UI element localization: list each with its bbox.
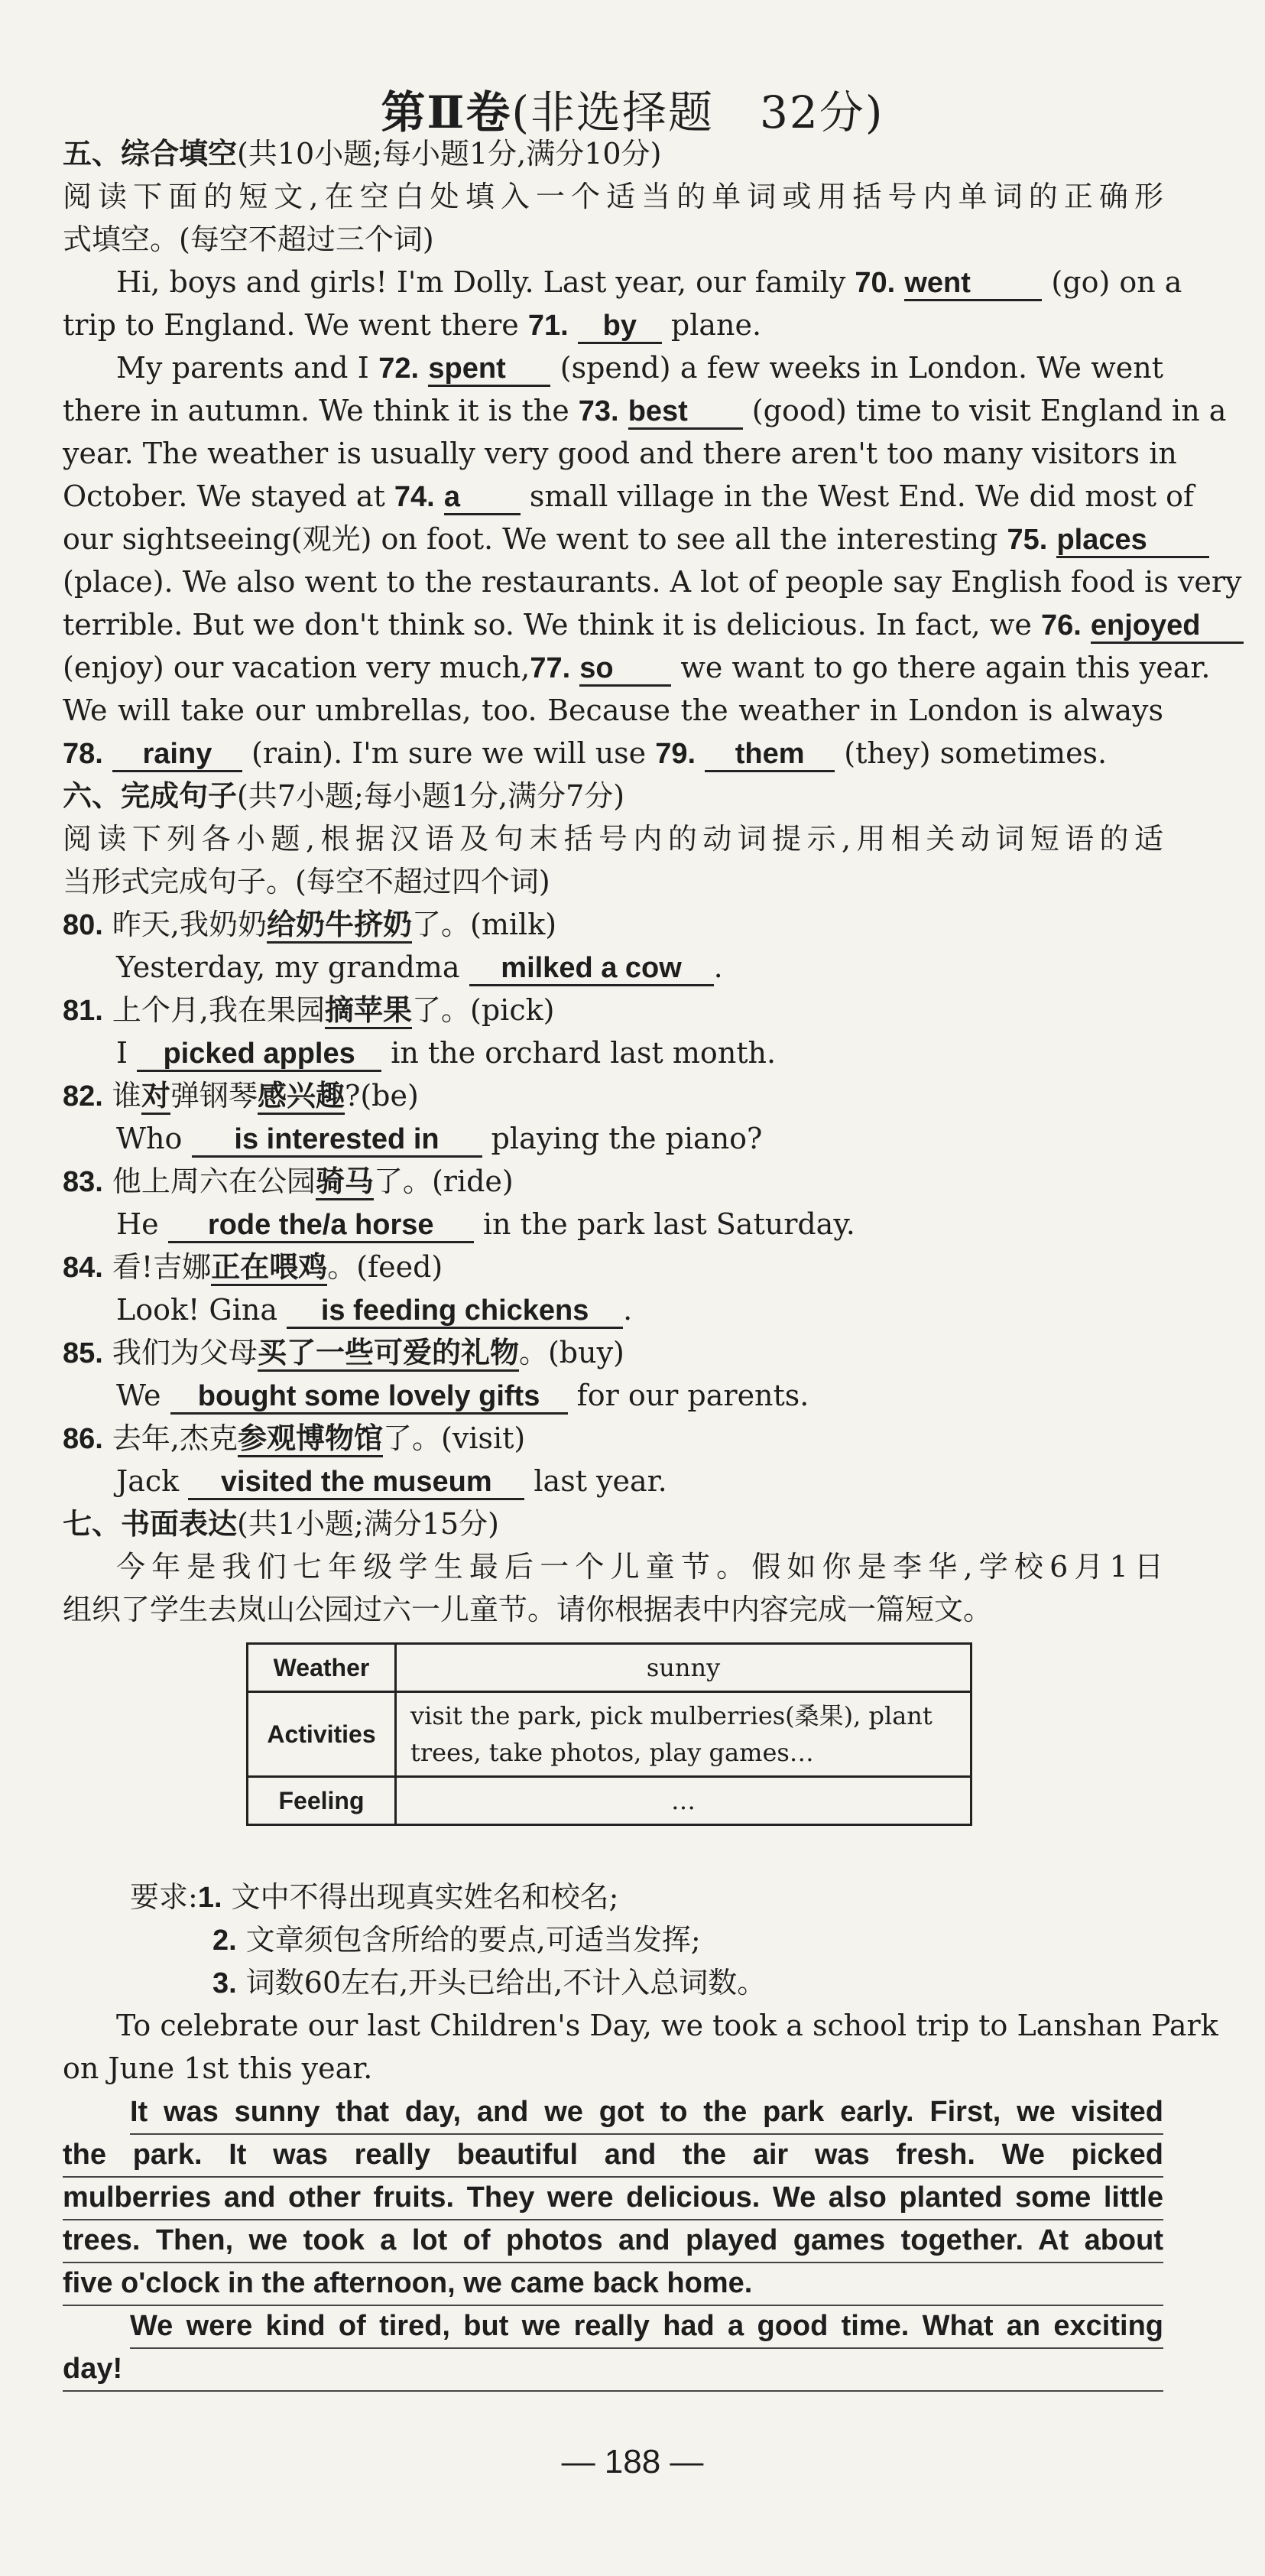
requirement-2: 2. 文章须包含所给的要点,可适当发挥; [212,1923,701,1957]
question-85-english: We bought some lovely gifts for our parents. [116,1375,1217,1416]
question-81-english: I picked apples in the orchard last month. [116,1032,1217,1074]
passage-line-4: there in autumn. We think it is the 73. best (good) time to visit England in a [63,390,1163,432]
weather-label: Weather [248,1644,396,1692]
section7-intro-2: 组织了学生去岚山公园过六一儿童节。请你根据表中内容完成一篇短文。 [63,1593,993,1626]
section7-intro-1: 今年是我们七年级学生最后一个儿童节。假如你是李华,学校6月1日 [116,1550,1163,1584]
answer-79: them [705,738,835,772]
answer-76: enjoyed [1091,609,1244,644]
answer-86: visited the museum [188,1466,524,1500]
question-82-chinese: 82. 谁对弹钢琴感兴趣?(be) [63,1075,1163,1117]
activities-label: Activities [248,1692,396,1777]
passage-line-8: (place). We also went to the restaurants. A lot of people say English food is very [63,565,1242,599]
info-table [246,1642,972,1826]
section5-instruction-1: 阅读下面的短文,在空白处填入一个适当的单词或用括号内单词的正确形 [63,180,1163,213]
page-title: 第Ⅱ卷(非选择题 32分) [381,86,884,138]
answer-84: is feeding chickens [287,1294,623,1329]
passage-line-10: (enjoy) our vacation very much,77. so we want to go there again this year. [63,647,1163,689]
answer-75: places [1056,524,1209,558]
passage-line-6: October. We stayed at 74. a small village in the West End. We did most of [63,476,1163,518]
passage-line-7: our sightseeing(观光) on foot. We went to see all the interesting 75. places [63,518,1163,560]
question-83-english: He rode the/a horse in the park last Saturday. [116,1204,1217,1245]
section6-instruction-2: 当形式完成句子。(每空不超过四个词) [63,865,550,898]
table-row [248,1692,971,1777]
table-row [248,1777,971,1825]
essay-line: We were kind of tired, but we really had a good time. What an exciting [130,2305,1163,2349]
answer-73: best [628,395,743,430]
passage-line-12: 78. rainy (rain). I'm sure we will use 79. them (they) sometimes. [63,733,1163,775]
answer-77: so [579,652,671,687]
requirement-3: 3. 词数60左右,开头已给出,不计入总词数。 [212,1966,767,1999]
passage-line-5: year. The weather is usually very good and there aren't too many visitors in [63,437,1177,470]
passage-line-3: My parents and I 72. spent (spend) a few weeks in London. We went [116,347,1163,389]
passage-line-1: Hi, boys and girls! I'm Dolly. Last year, our family 70. went (go) on a [116,261,1163,304]
feeling-label: Feeling [248,1777,396,1825]
section5-heading: 五、综合填空(共10小题;每小题1分,满分10分) [63,136,662,171]
table-row [248,1644,971,1692]
passage-line-2: trip to England. We went there 71. by plane. [63,304,1163,346]
section7-heading: 七、书面表达(共1小题;满分15分) [63,1506,499,1541]
weather-value: sunny [396,1644,971,1692]
requirement-1: 要求:1. 文中不得出现真实姓名和校名; [130,1880,619,1914]
passage-line-9: terrible. But we don't think so. We think it is delicious. In fact, we 76. enjoyed [63,604,1163,646]
essay-line: day! [63,2347,1163,2392]
question-82-english: Who is interested in playing the piano? [116,1118,1217,1159]
question-80-chinese: 80. 昨天,我奶奶给奶牛挤奶了。(milk) [63,904,1163,946]
answer-83: rode the/a horse [168,1209,474,1243]
answer-70: went [904,267,1042,301]
answer-74: a [444,481,521,515]
essay-opening-1: To celebrate our last Children's Day, we took a school trip to Lanshan Park [116,2009,1218,2042]
question-86-chinese: 86. 去年,杰克参观博物馆了。(visit) [63,1418,1163,1460]
answer-81: picked apples [137,1038,381,1072]
question-85-chinese: 85. 我们为父母买了一些可爱的礼物。(buy) [63,1332,1163,1374]
page-number: — 188 — [561,2443,704,2480]
question-86-english: Jack visited the museum last year. [116,1460,1217,1502]
answer-85: bought some lovely gifts [170,1380,568,1415]
essay-opening-2: on June 1st this year. [63,2051,373,2085]
answer-78: rainy [112,738,242,772]
essay-line: trees. Then, we took a lot of photos and played games together. At about [63,2219,1163,2263]
question-81-chinese: 81. 上个月,我在果园摘苹果了。(pick) [63,989,1163,1031]
essay-line: the park. It was really beautiful and the air was fresh. We picked [63,2133,1163,2178]
answer-71: by [578,310,662,344]
question-84-chinese: 84. 看!吉娜正在喂鸡。(feed) [63,1246,1163,1288]
answer-82: is interested in [192,1123,482,1158]
question-80-english: Yesterday, my grandma milked a cow . [116,947,1217,988]
passage-line-11: We will take our umbrellas, too. Because the weather in London is always [63,694,1163,727]
essay-line: five o'clock in the afternoon, we came back home. [63,2262,1163,2306]
activities-value: visit the park, pick mulberries(桑果), plant trees, take photos, play games… [396,1692,971,1777]
section6-heading: 六、完成句子(共7小题;每小题1分,满分7分) [63,778,625,813]
answer-80: milked a cow [469,952,714,986]
section5-instruction-2: 式填空。(每空不超过三个词) [63,223,434,256]
question-84-english: Look! Gina is feeding chickens . [116,1289,1217,1330]
feeling-value: … [396,1777,971,1825]
question-83-chinese: 83. 他上周六在公园骑马了。(ride) [63,1161,1163,1203]
essay-line: It was sunny that day, and we got to the park early. First, we visited [130,2090,1163,2135]
essay-line: mulberries and other fruits. They were delicious. We also planted some little [63,2176,1163,2220]
answer-72: spent [428,352,550,387]
section6-instruction-1: 阅读下列各小题,根据汉语及句末括号内的动词提示,用相关动词短语的适 [63,822,1163,856]
